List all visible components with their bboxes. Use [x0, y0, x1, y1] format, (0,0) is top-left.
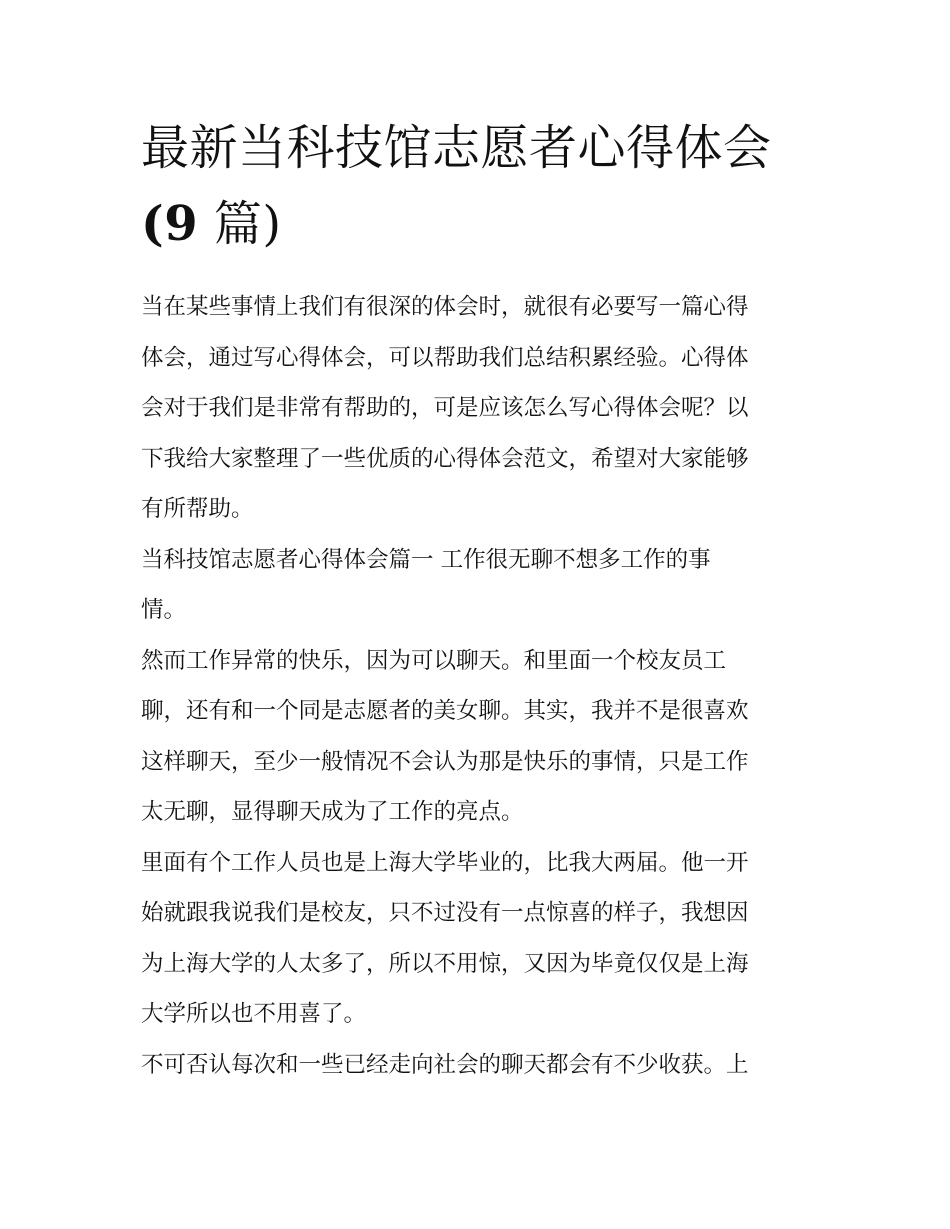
title-count: (9 — [141, 196, 199, 252]
text-line: 会对于我们是非常有帮助的，可是应该怎么写心得体会呢？以 — [141, 395, 749, 421]
text-line: 为上海大学的人太多了，所以不用惊，又因为毕竟仅仅是上海 — [141, 950, 749, 977]
title-line-1: 最新当科技馆志愿者心得体会 — [141, 120, 772, 176]
text-line: 当科技馆志愿者心得体会篇一 工作很无聊不想多工作的事 — [141, 546, 711, 573]
document-title — [141, 110, 813, 262]
title-line-2 — [141, 186, 813, 262]
text-line: 体会，通过写心得体会，可以帮助我们总结积累经验。心得体 — [141, 344, 749, 371]
text-line: 大学所以也不用喜了。 — [141, 1001, 367, 1027]
title-count-suffix: 篇) — [198, 196, 282, 252]
text-line: 里面有个工作人员也是上海大学毕业的，比我大两届。他一开 — [141, 849, 749, 876]
text-line: 当在某些事情上我们有很深的体会时，就很有必要写一篇心得 — [141, 294, 749, 320]
paragraph-section-heading — [141, 535, 813, 636]
paragraph-intro — [141, 282, 813, 535]
paragraph-body — [141, 1040, 813, 1091]
document-page — [141, 110, 813, 1090]
text-line: 情。 — [141, 597, 187, 623]
text-line: 始就跟我说我们是校友，只不过没有一点惊喜的样子，我想因 — [141, 900, 749, 926]
text-line: 聊，还有和一个同是志愿者的美女聊。其实，我并不是很喜欢 — [141, 698, 749, 724]
text-line: 不可否认每次和一些已经走向社会的聊天都会有不少收获。上 — [141, 1051, 749, 1078]
paragraph-body — [141, 636, 813, 838]
text-line: 这样聊天，至少一般情况不会认为那是快乐的事情，只是工作 — [141, 748, 749, 775]
text-line: 然而工作异常的快乐，因为可以聊天。和里面一个校友员工 — [141, 647, 727, 674]
paragraph-body — [141, 838, 813, 1040]
text-line: 有所帮助。 — [141, 496, 254, 522]
document-body — [141, 282, 813, 1090]
text-line: 太无聊，显得聊天成为了工作的亮点。 — [141, 799, 524, 825]
text-line: 下我给大家整理了一些优质的心得体会范文，希望对大家能够 — [141, 445, 749, 472]
